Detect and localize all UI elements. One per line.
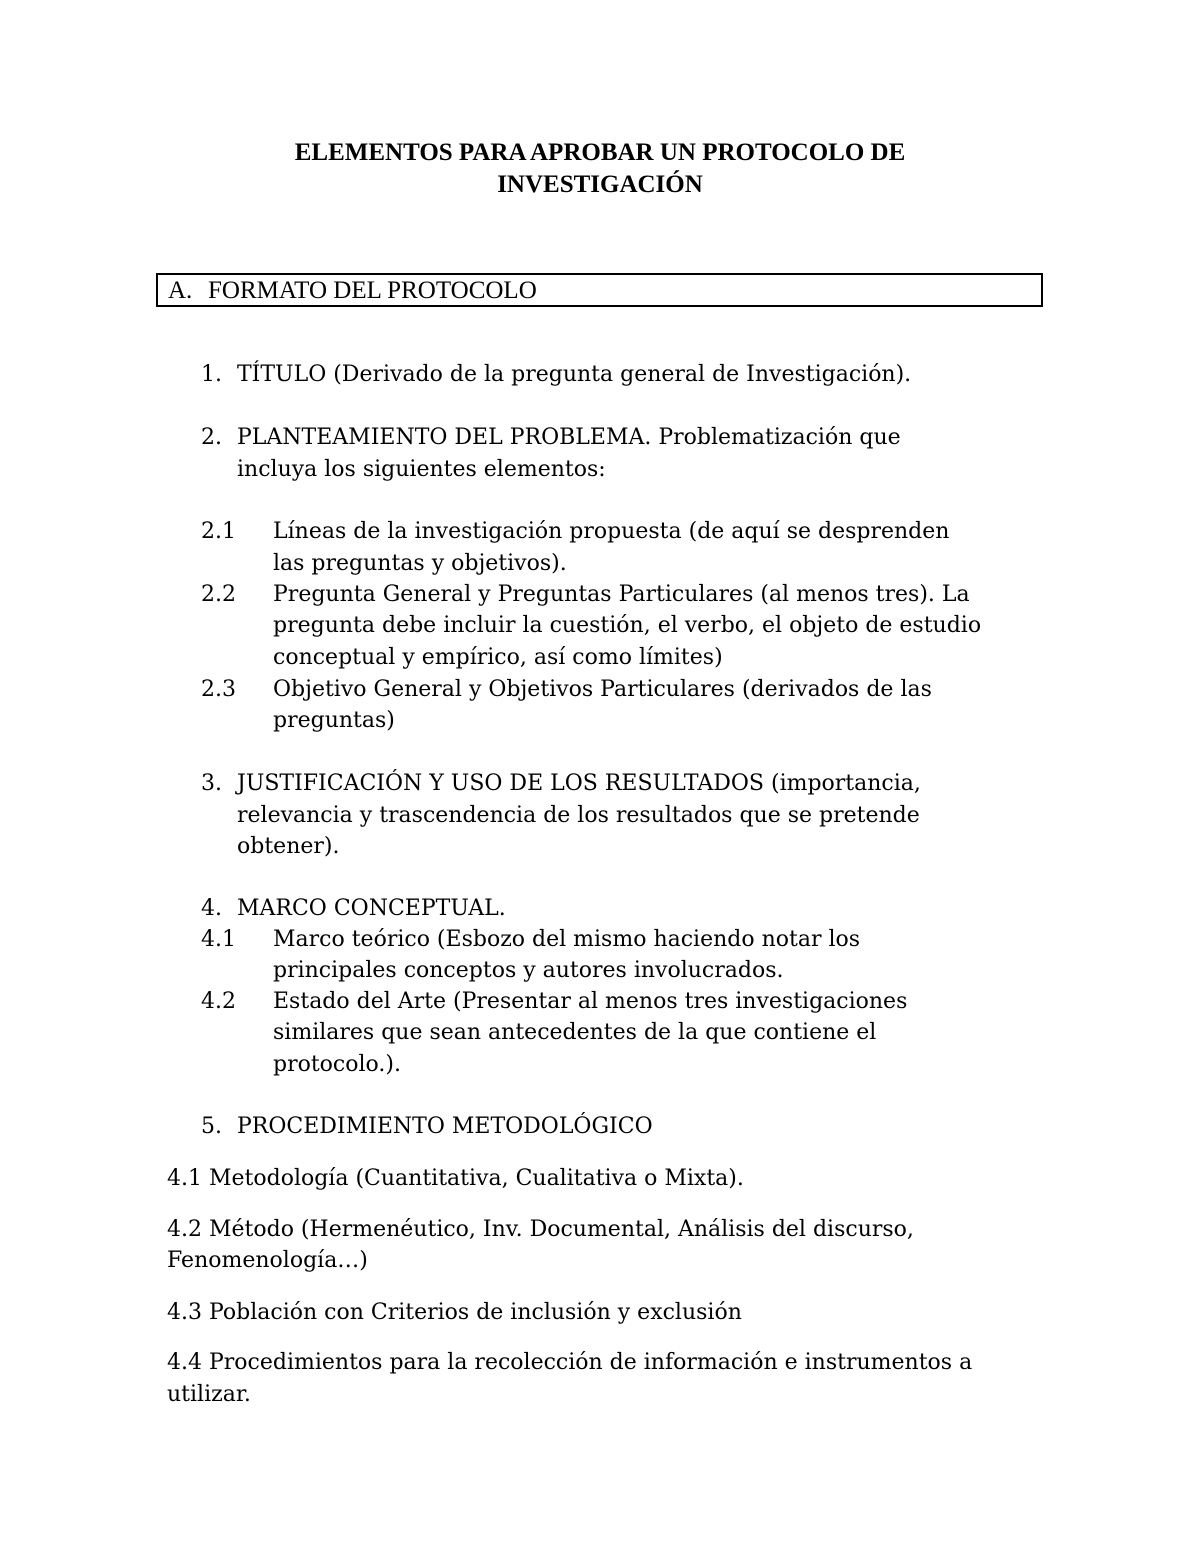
- section-label: FORMATO DEL PROTOCOLO: [208, 277, 537, 304]
- item-text: pregunta debe incluir la cuestión, el verbo, el objeto de estudio: [273, 613, 982, 638]
- item-text: preguntas): [273, 708, 395, 733]
- item-number: 4.: [201, 896, 222, 921]
- item-text: Pregunta General y Preguntas Particulares (al menos tres). La: [273, 582, 970, 607]
- item-text: Objetivo General y Objetivos Particulares (derivados de las: [273, 677, 932, 702]
- item-text: PLANTEAMIENTO DEL PROBLEMA. Problematización que: [237, 425, 901, 450]
- paragraph-line: utilizar.: [167, 1382, 251, 1407]
- paragraph-line: 4.2 Método (Hermenéutico, Inv. Documental, Análisis del discurso,: [167, 1217, 914, 1242]
- section-header-box: [156, 273, 1043, 307]
- item-text: las preguntas y objetivos).: [273, 551, 567, 576]
- item-number: 1.: [201, 362, 222, 387]
- item-text: conceptual y empírico, así como límites): [273, 645, 723, 670]
- item-number: 5.: [201, 1114, 222, 1139]
- item-text: protocolo.).: [273, 1052, 401, 1077]
- item-text: incluya los siguientes elementos:: [237, 457, 606, 482]
- item-number: 2.2: [201, 582, 236, 607]
- item-text: similares que sean antecedentes de la que contiene el: [273, 1020, 877, 1045]
- item-text: TÍTULO (Derivado de la pregunta general de Investigación).: [237, 362, 912, 387]
- item-number: 3.: [201, 771, 222, 796]
- item-number: 2.3: [201, 677, 236, 702]
- item-text: PROCEDIMIENTO METODOLÓGICO: [237, 1114, 653, 1139]
- paragraph-line: 4.3 Población con Criterios de inclusión y exclusión: [167, 1300, 742, 1325]
- item-text: principales conceptos y autores involucrados.: [273, 958, 784, 983]
- paragraph-line: 4.4 Procedimientos para la recolección de información e instrumentos a: [167, 1350, 973, 1375]
- item-text: obtener).: [237, 834, 340, 859]
- item-number: 2.1: [201, 519, 236, 544]
- section-letter: A.: [168, 277, 193, 304]
- item-text: JUSTIFICACIÓN Y USO DE LOS RESULTADOS (importancia,: [237, 771, 921, 796]
- item-text: Estado del Arte (Presentar al menos tres investigaciones: [273, 989, 908, 1014]
- item-text: MARCO CONCEPTUAL.: [237, 896, 506, 921]
- paragraph-line: 4.1 Metodología (Cuantitativa, Cualitativa o Mixta).: [167, 1166, 744, 1191]
- item-number: 2.: [201, 425, 222, 450]
- document-title-line-2: INVESTIGACIÓN: [497, 171, 703, 198]
- item-number: 4.2: [201, 989, 236, 1014]
- item-text: relevancia y trascendencia de los resultados que se pretende: [237, 803, 920, 828]
- paragraph-line: Fenomenología…): [167, 1248, 368, 1273]
- item-number: 4.1: [201, 927, 236, 952]
- item-text: Marco teórico (Esbozo del mismo haciendo notar los: [273, 927, 861, 952]
- item-text: Líneas de la investigación propuesta (de aquí se desprenden: [273, 519, 950, 544]
- document-title-line-1: ELEMENTOS PARA APROBAR UN PROTOCOLO DE: [294, 139, 906, 166]
